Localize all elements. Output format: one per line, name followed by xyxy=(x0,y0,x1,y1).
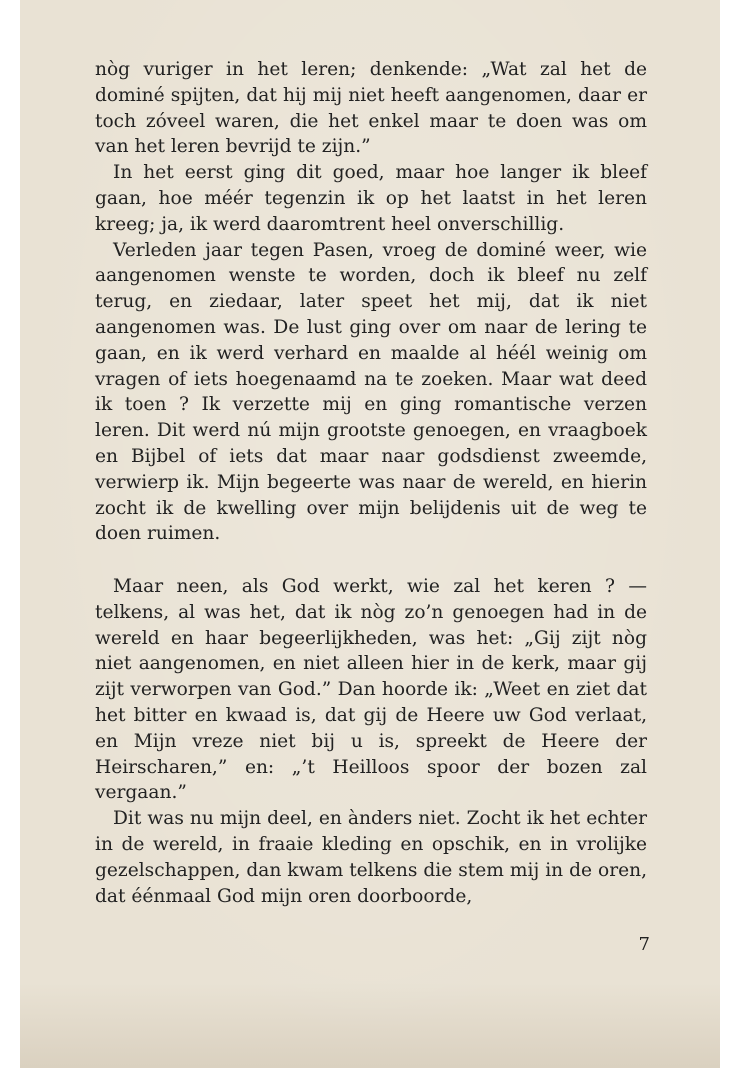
text-section-2 xyxy=(95,574,647,909)
book-page xyxy=(20,0,720,1068)
page-number: 7 xyxy=(638,934,650,955)
paragraph-continuation: nòg vuriger in het leren; denkende: „Wat zal het de dominé spijten, dat hij mij niet heeft aangenomen, daar er toch zóveel waren, die het enkel maar te doen was om van het leren bevrijd te zijn.” xyxy=(95,59,647,158)
text-section-1 xyxy=(95,57,647,547)
paragraph: Dit was nu mijn deel, en ànders niet. Zocht ik het echter in de wereld, in fraaie kleding en opschik, en in vrolijke gezelschappen, dan kwam telkens die stem mij in de oren, dat éénmaal God mijn oren doorboorde, xyxy=(95,808,647,907)
paragraph: Verleden jaar tegen Pasen, vroeg de dominé weer, wie aangenomen wenste te worden, doch ik bleef nu zelf terug, en ziedaar, later speet het mij, dat ik niet aangenomen was. De lust ging over om naar de lering te gaan, en ik werd verhard en maalde al héél weinig om vragen of iets hoegenaamd na te zoeken. Maar wat deed ik toen ? Ik verzette mij en ging romantische verzen leren. Dit werd nú mijn grootste genoegen, en vraagboek en Bijbel of iets dat maar naar godsdienst zweemde, verwierp ik. Mijn begeerte was naar de wereld, en hierin zocht ik de kwelling over mijn belijdenis uit de weg te doen ruimen. xyxy=(95,239,647,545)
paragraph: In het eerst ging dit goed, maar hoe langer ik bleef gaan, hoe méér tegenzin ik op het laatst in het leren kreeg; ja, ik werd daaromtrent heel onverschillig. xyxy=(95,162,647,235)
paragraph: Maar neen, als God werkt, wie zal het keren ? — telkens, al was het, dat ik nòg zo’n genoegen had in de wereld en haar begeerlijkheden, was het: „Gij zijt nòg niet aangenomen, en niet alleen hier in de kerk, maar gij zijt verworpen van God.” Dan hoorde ik: „Weet en ziet dat het bitter en kwaad is, dat gij de Heere uw God verlaat, en Mijn vreze niet bij u is, spreekt de Heere der Heirscharen,” en: „’t Heilloos spoor der bozen zal vergaan.” xyxy=(95,576,647,804)
